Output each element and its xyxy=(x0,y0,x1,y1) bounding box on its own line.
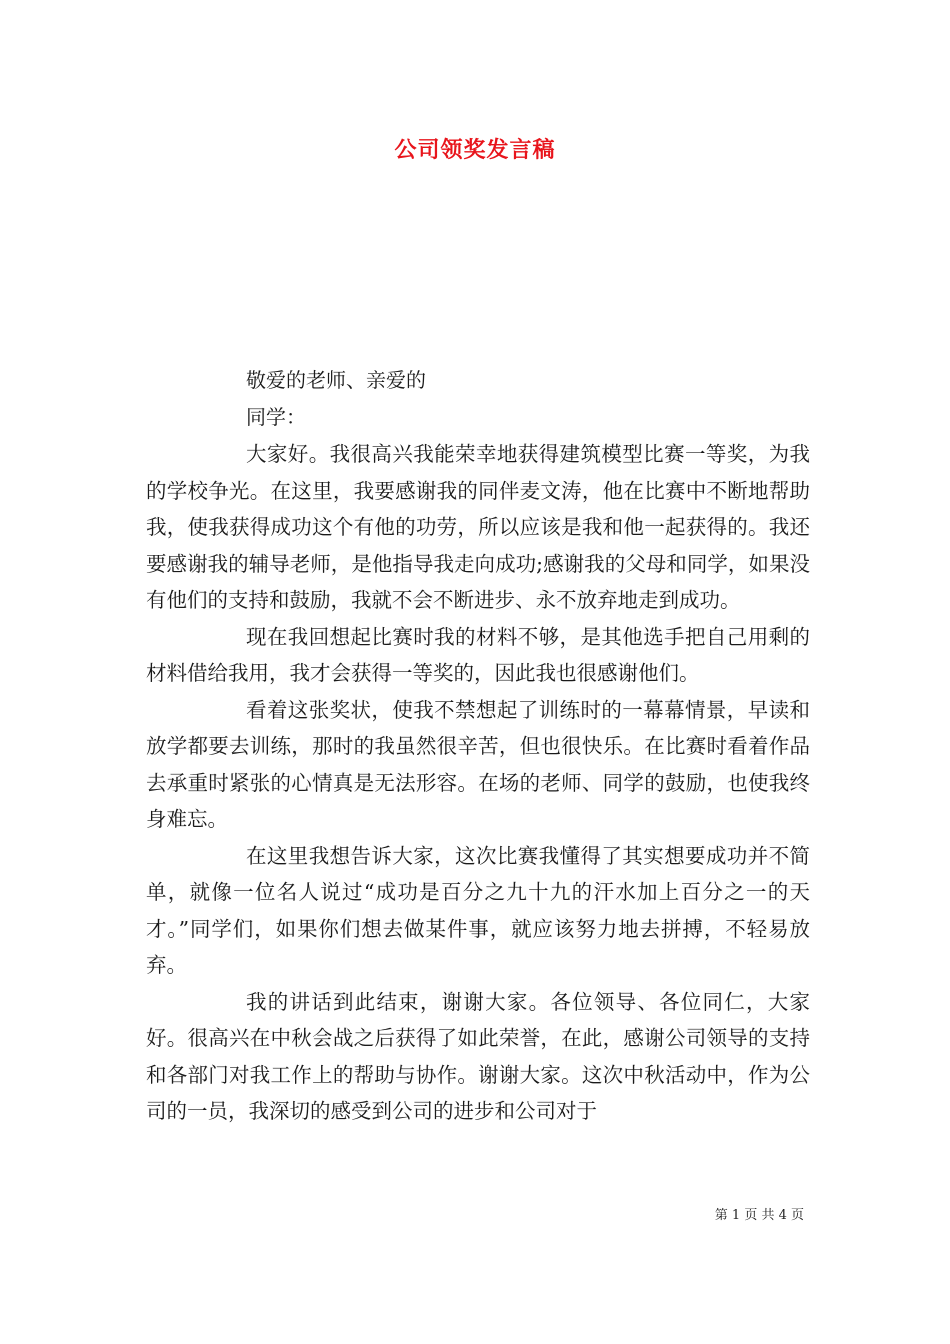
paragraph: 看着这张奖状，使我不禁想起了训练时的一幕幕情景，早读和放学都要去训练，那时的我虽然很辛苦，但也很快乐。在比赛时看着作品去承重时紧张的心情真是无法形容。在场的老师、同学的鼓励，也使我终身难忘。 xyxy=(146,697,810,831)
page-number-footer: 第 1 页 共 4 页 xyxy=(714,1208,804,1223)
document-body xyxy=(146,436,810,1130)
document-title-wrapper xyxy=(0,133,950,164)
paragraph: 我的讲话到此结束，谢谢大家。各位领导、各位同仁，大家好。很高兴在中秋会战之后获得了如此荣誉，在此，感谢公司领导的支持和各部门对我工作上的帮助与协作。谢谢大家。这次中秋活动中，作为公司的一员，我深切的感受到公司的进步和公司对于 xyxy=(146,989,810,1123)
paragraph: 在这里我想告诉大家，这次比赛我懂得了其实想要成功并不简单，就像一位名人说过“成功是百分之九十九的汗水加上百分之一的天才。”同学们，如果你们想去做某件事，就应该努力地去拼搏，不轻易放弃。 xyxy=(146,843,810,977)
salutation-line-2: 同学： xyxy=(246,405,306,429)
paragraph: 大家好。我很高兴我能荣幸地获得建筑模型比赛一等奖，为我的学校争光。在这里，我要感谢我的同伴麦文涛，他在比赛中不断地帮助我，使我获得成功这个有他的功劳，所以应该是我和他一起获得的。我还要感谢我的辅导老师，是他指导我走向成功;感谢我的父母和同学，如果没有他们的支持和鼓励，我就不会不断进步、永不放弃地走到成功。 xyxy=(146,442,810,612)
paragraph: 现在我回想起比赛时我的材料不够，是其他选手把自己用剩的材料借给我用，我才会获得一等奖的，因此我也很感谢他们。 xyxy=(146,624,810,685)
salutation-line-1: 敬爱的老师、亲爱的 xyxy=(246,368,426,392)
salutation xyxy=(246,362,766,436)
document-title: 公司领奖发言稿 xyxy=(394,137,556,163)
